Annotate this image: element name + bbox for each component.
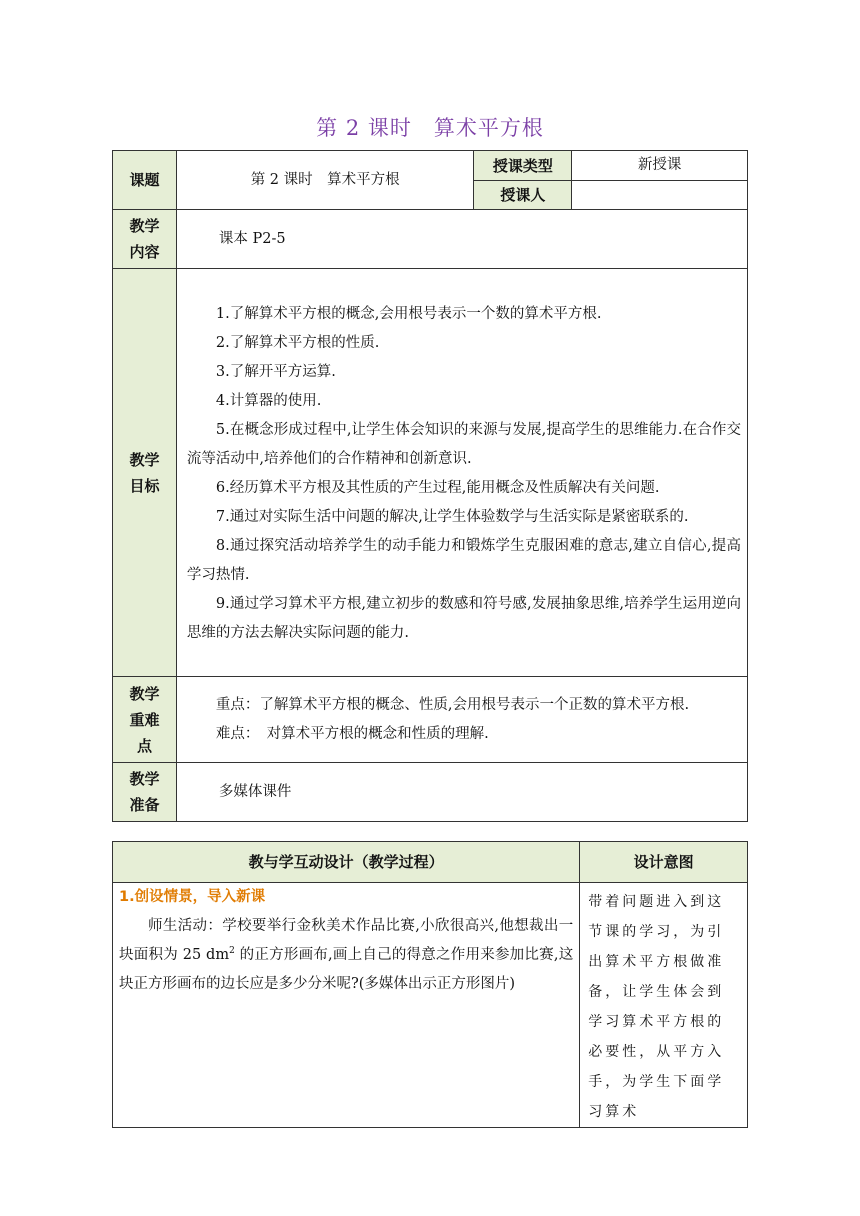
goal-item: 3.了解开平方运算. [215,363,336,380]
prep-label-line-1: 教学 [129,770,160,788]
prep-value: 多媒体课件 [176,763,747,822]
goals-label-line-1: 教学 [129,450,160,469]
content-label [113,210,177,269]
lesson-type-value: 新授课 [572,151,748,181]
topic-value: 第 2 课时 算术平方根 [176,151,474,210]
teaching-process-table [112,841,748,1128]
goal-item: 8.通过探究活动培养学生的动手能力和锻炼学生克服困难的意志,建立自信心,提高学习热情. [186,537,741,583]
teacher-value [572,181,748,210]
goals-label-line-2: 目标 [129,476,160,495]
goal-item: 7.通过对实际生活中问题的解决,让学生体验数学与生活实际是紧密联系的. [215,508,689,525]
goals-label [113,269,177,677]
goal-item: 6.经历算术平方根及其性质的产生过程,能用概念及性质解决有关问题. [215,479,660,496]
goal-item: 4.计算器的使用. [215,392,322,409]
prep-label [113,763,177,822]
activity-text-after: 的正方形画布,画上自己的得意之作用来参加比赛,这块正方形画布的边长应是多少分米呢?(多媒体出示正方形图片) [119,947,574,992]
goals-cell [176,269,747,677]
intent-cell: 带着问题进入到这节课的学习，为引出算术平方根做准备，让学生体会到学习算术平方根的必要性，从平方入手，为学生下面学习算术 [580,883,748,1128]
activity-paragraph [119,912,573,999]
keypoints-cell [176,677,747,763]
goal-item: 1.了解算术平方根的概念,会用根号表示一个数的算术平方根. [215,305,602,322]
process-column-header: 教与学互动设计（教学过程） [113,842,580,883]
content-value: 课本 P2-5 [176,210,747,269]
process-cell [113,883,580,1128]
topic-label: 课题 [113,151,177,210]
goal-item: 5.在概念形成过程中,让学生体会知识的来源与发展,提高学生的思维能力.在合作交流等活动中,培养他们的合作精神和创新意识. [186,421,741,467]
keypoints-label [113,677,177,763]
activity-superscript: 2 [229,946,235,957]
page-title: 第 2 课时 算术平方根 [316,116,544,140]
teacher-label: 授课人 [474,181,572,210]
prep-label-line-2: 准备 [129,796,160,814]
activity-text-before: 师生活动：学校要举行金秋美术作品比赛,小欣很高兴,他想裁出一块面积为 25 dm [119,918,574,963]
keypoints-label-line-2: 重难 [129,710,160,729]
lesson-type-label: 授课类型 [474,151,572,181]
keypoints-label-line-3: 点 [136,736,152,755]
content-label-line-2: 内容 [129,243,160,261]
difficult-point: 难点： 对算术平方根的概念和性质的理解. [215,725,489,742]
goal-item: 2.了解算术平方根的性质. [215,334,380,351]
keypoints-label-line-1: 教学 [129,684,160,703]
intent-column-header: 设计意图 [580,842,748,883]
content-label-line-1: 教学 [129,217,160,235]
goal-item: 9.通过学习算术平方根,建立初步的数感和符号感,发展抽象思维,培养学生运用逆向思维的方法去解决实际问题的能力. [186,595,741,641]
lesson-info-table [112,150,748,822]
section-title: 1.创设情景，导入新课 [119,889,266,905]
key-point: 重点：了解算术平方根的概念、性质,会用根号表示一个正数的算术平方根. [215,696,690,713]
